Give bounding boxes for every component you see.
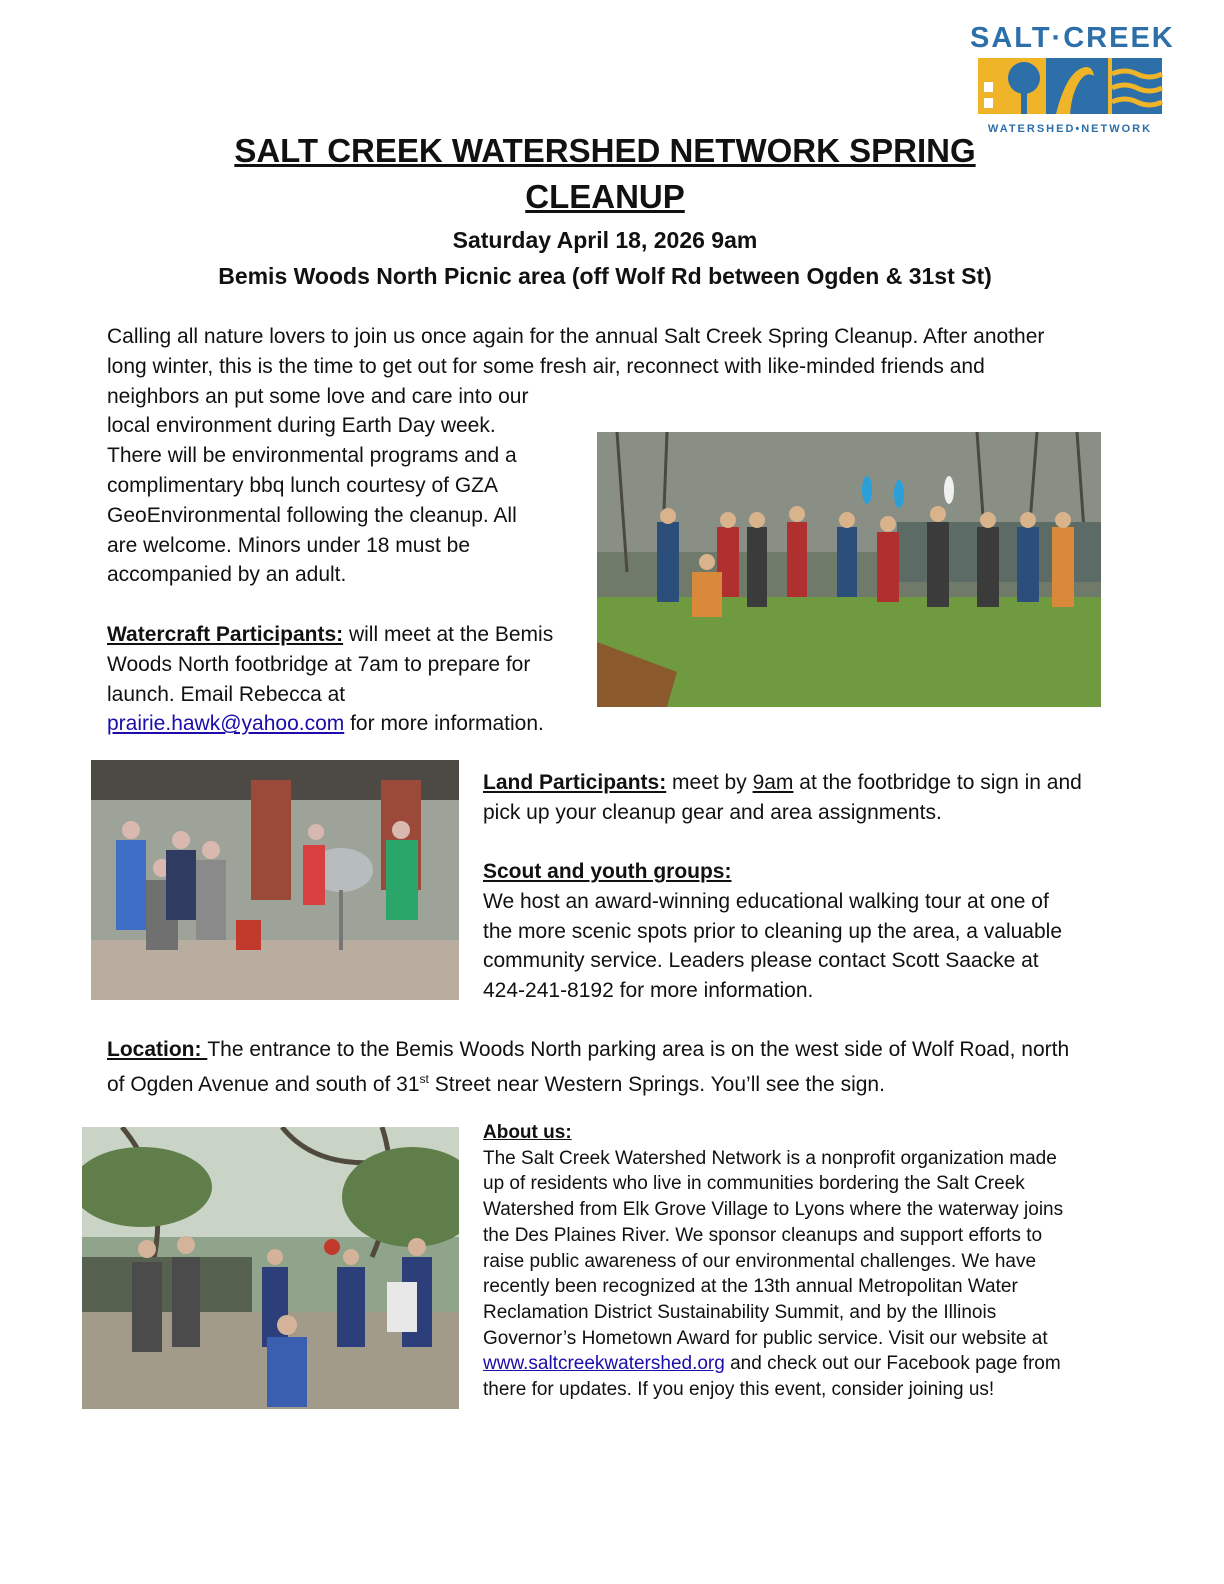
about-line: there for updates. If you enjoy this event, consider joining us! xyxy=(483,1379,995,1401)
about-section xyxy=(483,1120,1123,1403)
photo-riverside-tour xyxy=(82,1127,459,1409)
about-label: About us: xyxy=(483,1122,572,1143)
event-place: Bemis Woods North Picnic area (off Wolf Rd between Ogden & 31st St) xyxy=(218,263,992,289)
about-line: the Des Plaines River. We sponsor cleanups and support efforts to xyxy=(483,1224,1043,1246)
logo-graphic xyxy=(970,54,1170,116)
watercraft-line: Woods North footbridge at 7am to prepare for xyxy=(107,652,531,676)
watercraft-line: launch. Email Rebecca at xyxy=(107,682,346,706)
location-line: of Ogden Avenue and south of 31 xyxy=(107,1072,420,1096)
land-text: meet by xyxy=(666,771,753,794)
scout-line: We host an award-winning educational walking tour at one of xyxy=(483,889,1049,913)
about-line: up of residents who live in communities bordering the Salt Creek xyxy=(483,1173,1025,1195)
land-line: pick up your cleanup gear and area assignments. xyxy=(483,800,942,824)
watercraft-label: Watercraft Participants: xyxy=(107,623,344,646)
website-link[interactable]: www.saltcreekwatershed.org xyxy=(483,1353,725,1375)
scout-section xyxy=(483,857,1123,1006)
land-text: at the footbridge to sign in and xyxy=(793,771,1082,794)
intro-line: GeoEnvironmental following the cleanup. All xyxy=(107,503,517,527)
about-line: Watershed from Elk Grove Village to Lyons where the waterway joins xyxy=(483,1199,1064,1221)
intro-line: accompanied by an adult. xyxy=(107,563,347,587)
scout-line: 424-241-8192 for more information. xyxy=(483,979,814,1003)
intro-line: long winter, this is the time to get out for some fresh air, reconnect with like-minded friends and xyxy=(107,354,985,378)
email-link[interactable]: prairie.hawk@yahoo.com xyxy=(107,712,345,736)
location-sup: st xyxy=(419,1071,429,1086)
photo-bbq-lunch xyxy=(91,760,459,1000)
scout-line: community service. Leaders please contact Scott Saacke at xyxy=(483,949,1039,973)
about-line: The Salt Creek Watershed Network is a nonprofit organization made xyxy=(483,1147,1057,1169)
about-line: Reclamation District Sustainability Summit, and by the Illinois xyxy=(483,1301,997,1323)
page-title-line1: SALT CREEK WATERSHED NETWORK SPRING xyxy=(234,132,976,169)
logo-bottom-text: WATERSHED•NETWORK xyxy=(987,123,1153,135)
event-date: Saturday April 18, 2026 9am xyxy=(452,227,758,253)
logo-top-text: SALT·CREEK xyxy=(970,22,1175,54)
scout-label: Scout and youth groups: xyxy=(483,860,732,883)
land-label: Land Participants: xyxy=(483,771,667,794)
about-line: raise public awareness of our environmental challenges. We have xyxy=(483,1250,1037,1272)
watercraft-section xyxy=(107,620,587,739)
intro-line: local environment during Earth Day week. xyxy=(107,414,496,438)
watercraft-line: will meet at the Bemis xyxy=(343,623,554,646)
intro-line: neighbors an put some love and care into our xyxy=(107,384,529,408)
photo-paddlers-group xyxy=(597,432,1101,707)
watercraft-line: for more information. xyxy=(344,712,544,736)
land-time: 9am xyxy=(752,771,794,794)
header xyxy=(200,128,1010,294)
about-line: recently been recognized at the 13th annual Metropolitan Water xyxy=(483,1276,1018,1298)
location-line: Street near Western Springs. You’ll see the sign. xyxy=(428,1072,885,1096)
about-line: and check out our Facebook page from xyxy=(724,1353,1061,1375)
intro-line: complimentary bbq lunch courtesy of GZA xyxy=(107,473,499,497)
location-section xyxy=(107,1035,1117,1100)
intro-line: Calling all nature lovers to join us once again for the annual Salt Creek Spring Cleanup. After another xyxy=(107,325,1045,348)
scout-line: the more scenic spots prior to cleaning up the area, a valuable xyxy=(483,919,1063,943)
intro-line: There will be environmental programs and a xyxy=(107,444,517,468)
intro-line: are welcome. Minors under 18 must be xyxy=(107,533,470,557)
about-line: Governor’s Hometown Award for public service. Visit our website at xyxy=(483,1327,1048,1349)
logo xyxy=(970,22,1175,140)
location-line: The entrance to the Bemis Woods North parking area is on the west side of Wolf Road, north xyxy=(207,1038,1070,1061)
location-label: Location: xyxy=(107,1038,208,1061)
land-section xyxy=(483,768,1123,828)
page-title-line2: CLEANUP xyxy=(525,178,685,215)
